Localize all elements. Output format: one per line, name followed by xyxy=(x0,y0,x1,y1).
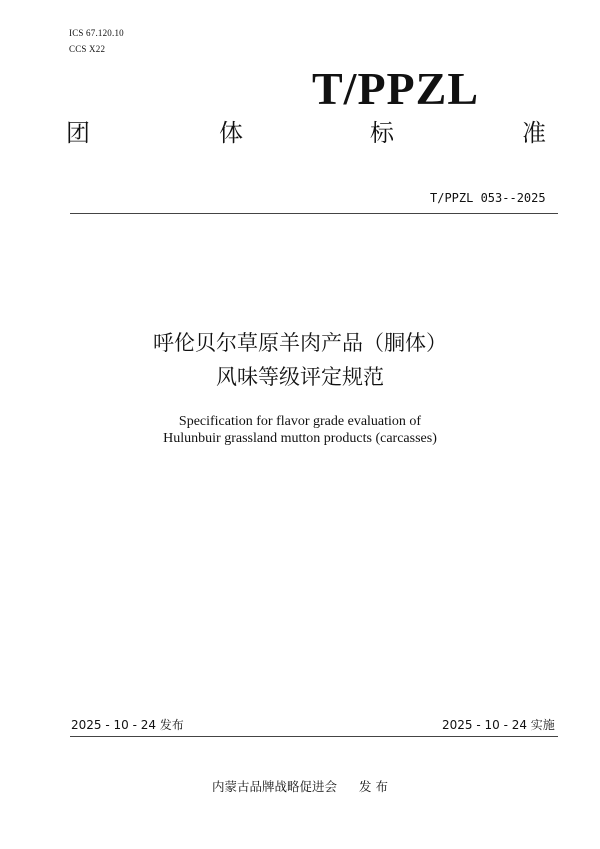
implementation-date: 2025 - 10 - 24 实施 xyxy=(442,718,555,732)
publisher xyxy=(0,777,600,795)
standard-type xyxy=(60,118,560,148)
standard-type-char: 体 xyxy=(219,119,243,147)
standard-number: T/PPZL 053--2025 xyxy=(430,191,546,205)
standard-type-char: 团 xyxy=(66,119,90,147)
organization-code: T/PPZL xyxy=(312,63,480,114)
issue-date: 2025 - 10 - 24 发布 xyxy=(71,718,184,732)
title-chinese-line-2: 风味等级评定规范 xyxy=(216,365,384,389)
ics-code: ICS 67.120.10 xyxy=(69,28,124,38)
title-english-line-1: Specification for flavor grade evaluation of xyxy=(178,414,422,429)
publisher-name: 内蒙古品牌战略促进会 xyxy=(212,779,338,794)
bottom-divider xyxy=(70,736,558,737)
title-chinese-line-1: 呼伦贝尔草原羊肉产品（胴体） xyxy=(153,331,447,355)
ccs-code: CCS X22 xyxy=(69,44,106,54)
standard-type-char: 标 xyxy=(370,119,394,147)
title-english-line-2: Hulunbuir grassland mutton products (carcasses) xyxy=(163,431,437,446)
publisher-action: 发 布 xyxy=(359,779,388,794)
standard-type-char: 准 xyxy=(522,119,546,147)
top-divider xyxy=(70,213,558,214)
